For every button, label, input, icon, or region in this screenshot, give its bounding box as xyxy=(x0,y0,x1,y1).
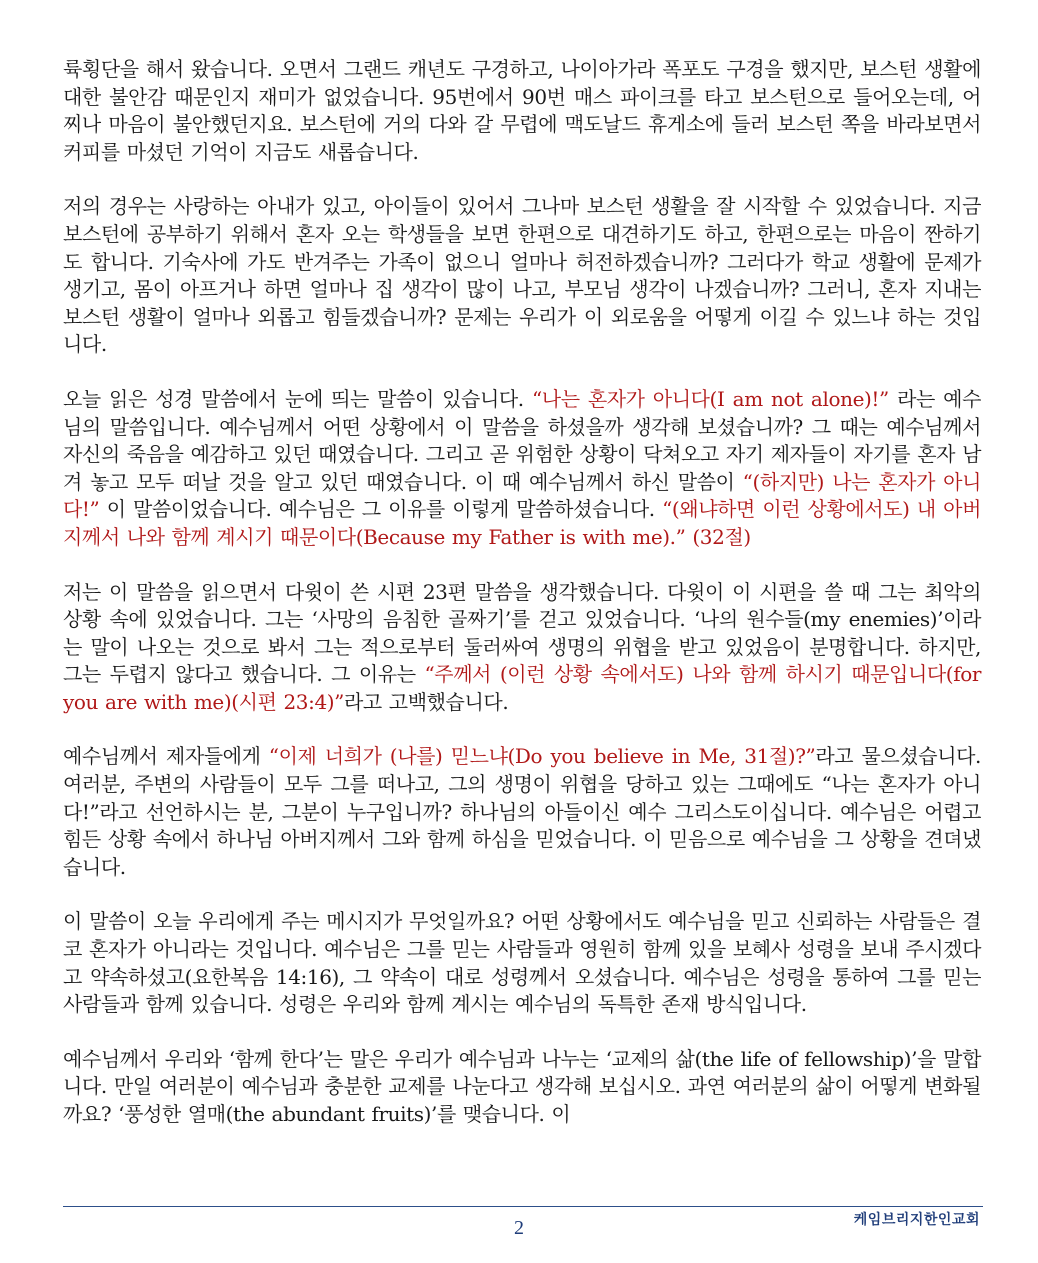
paragraph-6 xyxy=(63,908,981,1018)
body-text: 예수님께서 우리와 ‘함께 한다’는 말은 우리가 예수님과 나누는 ‘교제의 삶(the life of fellowship)’을 말합니다. 만일 여러분이 예수님과 충분한 교제를 나눈다고 생각해 보십시오. 과연 여러분의 삶이 어떻게 변화될까요? ‘풍성한 열매(the abundant fruits)’를 맺습니다. 이 xyxy=(63,1046,981,1126)
church-name: 케임브리지한인교회 xyxy=(853,1212,980,1228)
paragraph-4 xyxy=(63,579,981,717)
scripture-quote: “주께서 (이런 상황 속에서도) 나와 함께 하시기 때문입니다(for you are with me)(시편 23:4)” xyxy=(63,662,982,714)
paragraph-2 xyxy=(63,193,981,359)
body-text: 륙횡단을 해서 왔습니다. 오면서 그랜드 캐년도 구경하고, 나이아가라 폭포도 구경을 했지만, 보스턴 생활에 대한 불안감 때문인지 재미가 없었습니다. 95번에서 90번 매스 파이크를 타고 보스턴으로 들어오는데, 어찌나 마음이 불안했던지요. 보스턴에 거의 다와 갈 무렵에 맥도날드 휴게소에 들러 보스턴 쪽을 바라보면서 커피를 마셨던 기억이 지금도 새롭습니다. xyxy=(63,57,981,164)
body-text: 라는 예수님의 말씀입니다. 예수님께서 어떤 상황에서 이 말씀을 하셨을까 생각해 보셨습니까? 그 때는 예수님께서 자신의 죽음을 예감하고 있던 때였습니다. 그리고 곧 위험한 상황이 닥쳐오고 자기 제자들이 자기를 혼자 남겨 놓고 모두 떠날 것을 알고 있던 때였습니다. 이 때 예수님께서 하신 말씀이 xyxy=(63,386,981,494)
body-text: 저의 경우는 사랑하는 아내가 있고, 아이들이 있어서 그나마 보스턴 생활을 잘 시작할 수 있었습니다. 지금 보스턴에 공부하기 위해서 혼자 오는 학생들을 보면 한편으로 대견하기도 하고, 한편으로는 마음이 짠하기도 합니다. 기숙사에 가도 반겨주는 가족이 없으니 얼마나 허전하겠습니까? 그러다가 학교 생활에 문제가 생기고, 몸이 아프거나 하면 얼마나 집 생각이 많이 나고, 부모님 생각이 나겠습니까? 그러니, 혼자 지내는 보스턴 생활이 얼마나 외롭고 힘들겠습니까? 문제는 우리가 이 외로움을 어떻게 이길 수 있느냐 하는 것입니다. xyxy=(63,194,981,357)
body-text: 라고 고백했습니다. xyxy=(344,689,509,714)
paragraph-7 xyxy=(63,1046,981,1129)
footer-divider xyxy=(63,1206,983,1207)
scripture-quote: “나는 혼자가 아니다(I am not alone)!” xyxy=(531,386,889,411)
body-text: 이 말씀이 오늘 우리에게 주는 메시지가 무엇일까요? 어떤 상황에서도 예수님을 믿고 신뢰하는 사람들은 결코 혼자가 아니라는 것입니다. 예수님은 그를 믿는 사람들과 영원히 함께 있을 보혜사 성령을 보내 주시겠다고 약속하셨고(요한복음 14:16), 그 약속이 대로 성령께서 오셨습니다. 예수님은 성령을 통하여 그를 믿는 사람들과 함께 있습니다. 성령은 우리와 함께 계시는 예수님의 독특한 존재 방식입니다. xyxy=(63,909,981,1017)
page-body xyxy=(63,56,981,1129)
body-text: 오늘 읽은 성경 말씀에서 눈에 띄는 말씀이 있습니다. xyxy=(63,386,532,411)
scripture-quote: “(왜냐하면 이런 상황에서도) 내 아버지께서 나와 함께 계시기 때문이다(Because my Father is with me).” (32절) xyxy=(63,497,981,549)
paragraph-5 xyxy=(63,743,981,881)
body-text: 예수님께서 제자들에게 xyxy=(63,744,269,769)
scripture-quote: “(하지만) 나는 혼자가 아니다!” xyxy=(63,469,981,522)
page-number: 2 xyxy=(514,1217,524,1239)
paragraph-3 xyxy=(63,386,981,552)
body-text: 이 말씀이었습니다. 예수님은 그 이유를 이렇게 말씀하셨습니다. xyxy=(99,497,663,522)
body-text: 라고 물으셨습니다. 여러분, 주변의 사람들이 모두 그를 떠나고, 그의 생명이 위협을 당하고 있는 그때에도 “나는 혼자가 아니다!”라고 선언하시는 분, 그분이 누구입니까? 하나님의 아들이신 예수 그리스도이십니다. 예수님은 어렵고 힘든 상황 속에서 하나님 아버지께서 그와 함께 하심을 믿었습니다. 이 믿음으로 예수님을 그 상황을 견뎌냈습니다. xyxy=(63,744,981,879)
scripture-quote: “이제 너희가 (나를) 믿느냐(Do you believe in Me, 31절)?” xyxy=(268,744,816,769)
body-text: 저는 이 말씀을 읽으면서 다윗이 쓴 시편 23편 말씀을 생각했습니다. 다윗이 이 시편을 쓸 때 그는 최악의 상황 속에 있었습니다. 그는 ‘사망의 음침한 골짜기’를 걷고 있었습니다. ‘나의 원수들(my enemies)’이라는 말이 나오는 것으로 봐서 그는 적으로부터 둘러싸여 생명의 위협을 받고 있었음이 분명합니다. 하지만, 그는 두렵지 않다고 했습니다. 그 이유는 xyxy=(63,579,981,687)
paragraph-1 xyxy=(63,56,981,166)
